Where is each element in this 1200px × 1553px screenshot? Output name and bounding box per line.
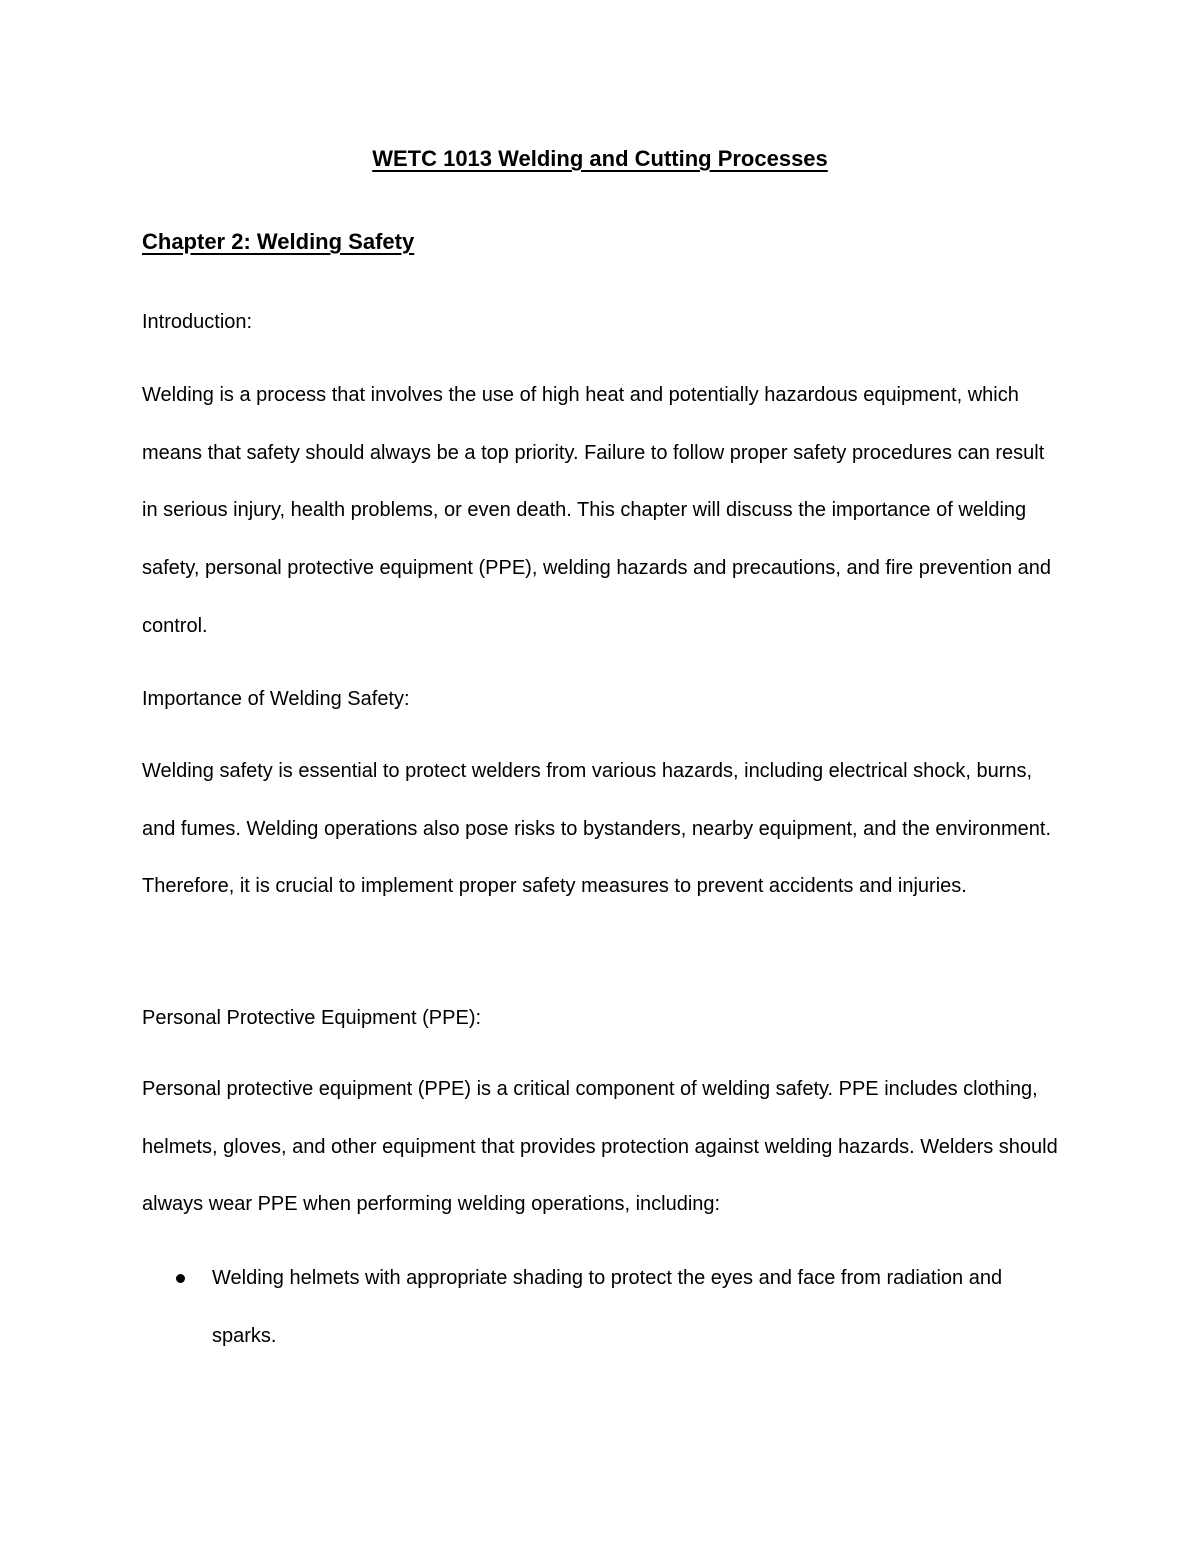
list-item	[142, 1250, 1062, 1365]
course-title: WETC 1013 Welding and Cutting Processes	[372, 146, 828, 171]
chapter-title: Chapter 2: Welding Safety	[142, 229, 415, 254]
section-heading-ppe: Personal Protective Equipment (PPE):	[142, 1007, 482, 1029]
bullet-text: Welding helmets with appropriate shading to protect the eyes and face from radiation and sparks.	[212, 1267, 1003, 1347]
section-body-introduction: Welding is a process that involves the use of high heat and potentially hazardous equipment, which means that safety should always be a top priority. Failure to follow proper safety procedures can result in serious injury, health problems, or even death. This chapter will discuss the importance of welding safety, personal protective equipment (PPE), welding hazards and precautions, and fire prevention and control.	[142, 384, 1052, 637]
section-heading-introduction: Introduction:	[142, 311, 253, 333]
bullet-icon	[176, 1274, 185, 1283]
section-heading-importance: Importance of Welding Safety:	[142, 688, 410, 710]
ppe-bullet-list	[142, 1250, 1062, 1365]
section-body-importance: Welding safety is essential to protect welders from various hazards, including electrical shock, burns, and fumes. Welding operations also pose risks to bystanders, nearby equipment, and the environment. Therefore, it is crucial to implement proper safety measures to prevent accidents and injuries.	[142, 760, 1052, 898]
section-body-ppe: Personal protective equipment (PPE) is a critical component of welding safety. PPE includes clothing, helmets, gloves, and other equipment that provides protection against welding hazards. Welders should always wear PPE when performing welding operations, including:	[142, 1078, 1058, 1216]
